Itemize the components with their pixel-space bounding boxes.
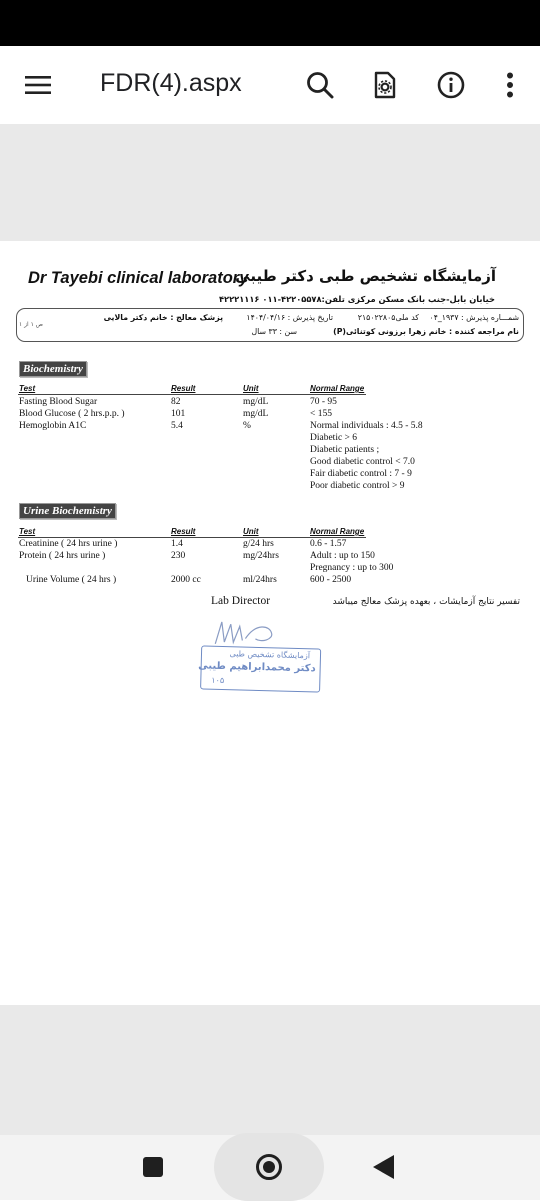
test-result: 82	[171, 397, 181, 407]
document-title: FDR(4).aspx	[100, 69, 242, 97]
national-code: کد ملی۲۱۵۰۲۲۸۰۵	[357, 313, 419, 322]
test-range: < 155	[310, 409, 332, 419]
test-unit: mg/dL	[243, 409, 269, 419]
lab-director-label: Lab Director	[211, 595, 271, 607]
stamp-line-1: آزمایشگاه تشخیص طبی	[229, 649, 311, 661]
section-title-biochemistry: Biochemistry	[19, 361, 87, 377]
lab-name-persian: آزمایشگاه تشخیص طبی دکتر طیبی	[235, 267, 496, 285]
app-toolbar	[0, 46, 540, 124]
col-header-range: Normal Range	[310, 384, 365, 393]
test-range: 0.6 - 1.57	[310, 539, 347, 549]
patient-info-box	[16, 308, 524, 342]
test-range: Pregnancy : up to 300	[310, 563, 394, 573]
viewer-background-bottom	[0, 1005, 540, 1135]
test-range: Poor diabetic control > 9	[310, 481, 405, 491]
test-name: Urine Volume ( 24 hrs )	[26, 575, 117, 585]
section-title-urine-biochemistry: Urine Biochemistry	[19, 503, 116, 519]
info-icon[interactable]	[431, 46, 471, 124]
test-name: Blood Glucose ( 2 hrs.p.p. )	[19, 409, 125, 419]
more-vertical-icon[interactable]	[495, 46, 525, 124]
page-number: ص ۱ از ۱	[19, 321, 44, 328]
status-bar	[0, 0, 540, 46]
hamburger-menu-icon[interactable]	[18, 46, 58, 124]
test-range: Diabetic > 6	[310, 433, 358, 443]
test-result: 5.4	[171, 421, 183, 431]
square-recents-icon[interactable]	[143, 1157, 163, 1177]
test-name: Creatinine ( 24 hrs urine )	[19, 539, 118, 549]
reception-number: شمـــاره پذیرش : ۱۹۳۷_۰۴	[429, 313, 519, 322]
circle-home-icon[interactable]	[256, 1154, 282, 1180]
stamp-line-3: ۱۰۵	[211, 675, 225, 686]
test-range: Fair diabetic control : 7 - 9	[310, 469, 412, 479]
test-range: Adult : up to 150	[310, 551, 375, 561]
test-unit: mg/dL	[243, 397, 269, 407]
test-range: Diabetic patients ;	[310, 445, 380, 455]
test-result: 1.4	[171, 539, 183, 549]
col-header-result: Result	[171, 384, 196, 393]
report-page[interactable]	[0, 241, 540, 1005]
test-unit: g/24 hrs	[243, 539, 274, 549]
reception-date: تاریخ پذیرش : ۱۴۰۴/۰۴/۱۶	[246, 313, 333, 322]
triangle-back-icon[interactable]	[373, 1155, 394, 1179]
test-result: 230	[171, 551, 186, 561]
lab-address: خیابان بابل-جنب بانک مسکن مرکزی تلفن:۴۲۲۰۵۵۷۸-۰۱۱ ۴۲۲۲۱۱۱۶	[218, 294, 495, 304]
test-range: Good diabetic control < 7.0	[310, 457, 415, 467]
home-button-highlight[interactable]	[214, 1133, 324, 1201]
patient-name: نام مراجعه کننده : خانم زهرا برزونی کوتنائی(P)	[333, 327, 519, 336]
col-header-unit: Unit	[243, 527, 259, 536]
test-name: Fasting Blood Sugar	[19, 397, 98, 407]
test-name: Protein ( 24 hrs urine )	[19, 551, 106, 561]
signature-scribble	[211, 618, 282, 650]
test-name: Hemoglobin A1C	[19, 421, 87, 431]
physician: پزشک معالج : خانم دکتر مالایی	[103, 313, 223, 322]
col-header-range: Normal Range	[310, 527, 365, 536]
table-rule	[18, 394, 366, 395]
viewer-background-top	[0, 124, 540, 241]
lab-stamp	[200, 617, 322, 692]
test-result: 2000 cc	[171, 575, 201, 585]
system-navigation-bar	[0, 1135, 540, 1200]
test-range: 70 - 95	[310, 397, 337, 407]
test-range: Normal individuals : 4.5 - 5.8	[310, 421, 423, 431]
test-unit: ml/24hrs	[243, 575, 277, 585]
col-header-test: Test	[19, 384, 36, 393]
search-icon[interactable]	[300, 46, 340, 124]
test-result: 101	[171, 409, 186, 419]
col-header-test: Test	[19, 527, 36, 536]
stamp-frame	[200, 645, 321, 692]
patient-age: سن : ۳۳ سال	[251, 327, 297, 336]
test-unit: %	[243, 421, 251, 431]
test-unit: mg/24hrs	[243, 551, 279, 561]
col-header-unit: Unit	[243, 384, 259, 393]
col-header-result: Result	[171, 527, 196, 536]
lab-name-english: Dr Tayebi clinical laboratory	[28, 269, 249, 287]
test-range: 600 - 2500	[310, 575, 352, 585]
stamp-line-2: دکتر محمدابراهیم طیبی	[198, 660, 316, 675]
interpretation-note: تفسیر نتایج آزمایشات ، بعهده پزشک معالج میباشد	[332, 597, 520, 607]
table-rule	[18, 537, 366, 538]
document-settings-icon[interactable]	[365, 46, 405, 124]
